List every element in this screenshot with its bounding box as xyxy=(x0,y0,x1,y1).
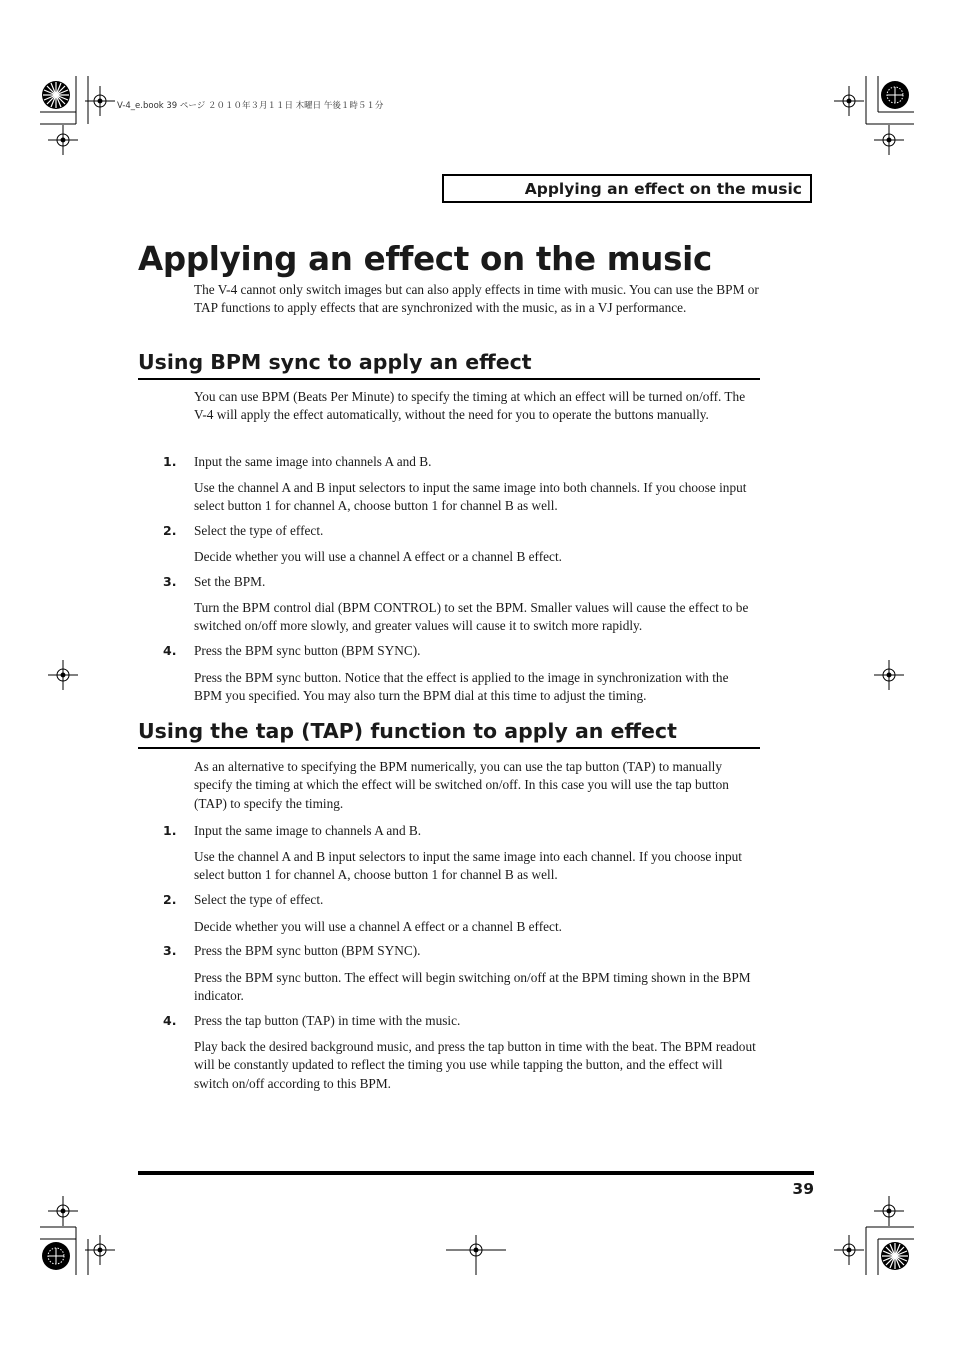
step-title: Press the tap button (TAP) in time with the music. xyxy=(194,1013,461,1028)
step-number: 1. xyxy=(163,454,177,469)
step-detail: Play back the desired background music, and press the tap button in time with the beat. The BPM readout will be constantly updated to reflect the timing you use while tapping the button, and the effect will switch on/off according to this BPM. xyxy=(194,1039,756,1091)
registration-target-icon xyxy=(834,86,864,116)
print-info-slug: V-4_e.book 39 ページ ２０１０年３月１１日 木曜日 午後１時５１分 xyxy=(117,101,384,111)
step-number: 3. xyxy=(163,943,177,958)
running-header xyxy=(442,174,812,203)
step-title: Input the same image into channels A and B. xyxy=(194,454,432,469)
starburst-target-icon xyxy=(41,80,71,110)
registration-target-icon xyxy=(461,1235,491,1265)
step-detail: Decide whether you will use a channel A effect or a channel B effect. xyxy=(194,549,562,564)
registration-target-icon xyxy=(874,125,904,155)
page-title: Applying an effect on the music xyxy=(138,240,712,278)
section-tap-intro: As an alternative to specifying the BPM numerically, you can use the tap button (TAP) to manually specify the timing at which the effect will be switched on/off. In this case you will use the tap button (TAP) to specify the timing. xyxy=(194,759,729,811)
registration-target-icon xyxy=(48,660,78,690)
step-detail: Decide whether you will use a channel A effect or a channel B effect. xyxy=(194,919,562,934)
dotted-target-icon xyxy=(880,80,910,110)
step-detail: Use the channel A and B input selectors to input the same image into each channel. If you choose input select button 1 for channel A, choose button 1 for channel B as well. xyxy=(194,849,742,883)
step-number: 4. xyxy=(163,1013,177,1028)
section-heading-bpm: Using BPM sync to apply an effect xyxy=(138,350,760,380)
registration-target-icon xyxy=(834,1235,864,1265)
step-number: 3. xyxy=(163,574,177,589)
registration-target-icon xyxy=(874,660,904,690)
step-number: 2. xyxy=(163,523,177,538)
step-title: Press the BPM sync button (BPM SYNC). xyxy=(194,943,421,958)
section-heading-tap: Using the tap (TAP) function to apply an effect xyxy=(138,719,760,749)
dotted-target-icon xyxy=(41,1241,71,1271)
registration-target-icon xyxy=(85,86,115,116)
step-title: Press the BPM sync button (BPM SYNC). xyxy=(194,643,421,658)
step-detail: Press the BPM sync button. Notice that the effect is applied to the image in synchronization with the BPM you specified. You may also turn the BPM dial at this time to adjust the timing. xyxy=(194,670,729,704)
footer-rule xyxy=(138,1171,814,1175)
registration-target-icon xyxy=(48,125,78,155)
step-number: 1. xyxy=(163,823,177,838)
step-detail: Press the BPM sync button. The effect will begin switching on/off at the BPM timing shown in the BPM indicator. xyxy=(194,970,751,1004)
step-detail: Turn the BPM control dial (BPM CONTROL) to set the BPM. Smaller values will cause the effect to be switched on/off more slowly, and greater values will cause it to switch more rapidly. xyxy=(194,600,749,634)
section-bpm-intro: You can use BPM (Beats Per Minute) to specify the timing at which an effect will be turned on/off. The V-4 will apply the effect automatically, without the need for you to operate the buttons manually. xyxy=(194,389,746,423)
registration-target-icon xyxy=(85,1235,115,1265)
registration-target-icon xyxy=(48,1196,78,1226)
intro-paragraph: The V-4 cannot only switch images but can also apply effects in time with music. You can use the BPM or TAP functions to apply effects that are synchronized with the music, as in a VJ performance. xyxy=(194,282,759,316)
starburst-target-icon xyxy=(880,1241,910,1271)
registration-target-icon xyxy=(874,1196,904,1226)
step-title: Set the BPM. xyxy=(194,574,266,589)
running-header-text: Applying an effect on the music xyxy=(524,179,802,198)
step-number: 4. xyxy=(163,643,177,658)
step-title: Input the same image to channels A and B. xyxy=(194,823,422,838)
step-number: 2. xyxy=(163,892,177,907)
step-title: Select the type of effect. xyxy=(194,892,324,907)
step-detail: Use the channel A and B input selectors to input the same image into both channels. If you choose input select button 1 for channel A, choose button 1 for channel B as well. xyxy=(194,480,747,514)
page-number: 39 xyxy=(792,1180,814,1198)
step-title: Select the type of effect. xyxy=(194,523,324,538)
